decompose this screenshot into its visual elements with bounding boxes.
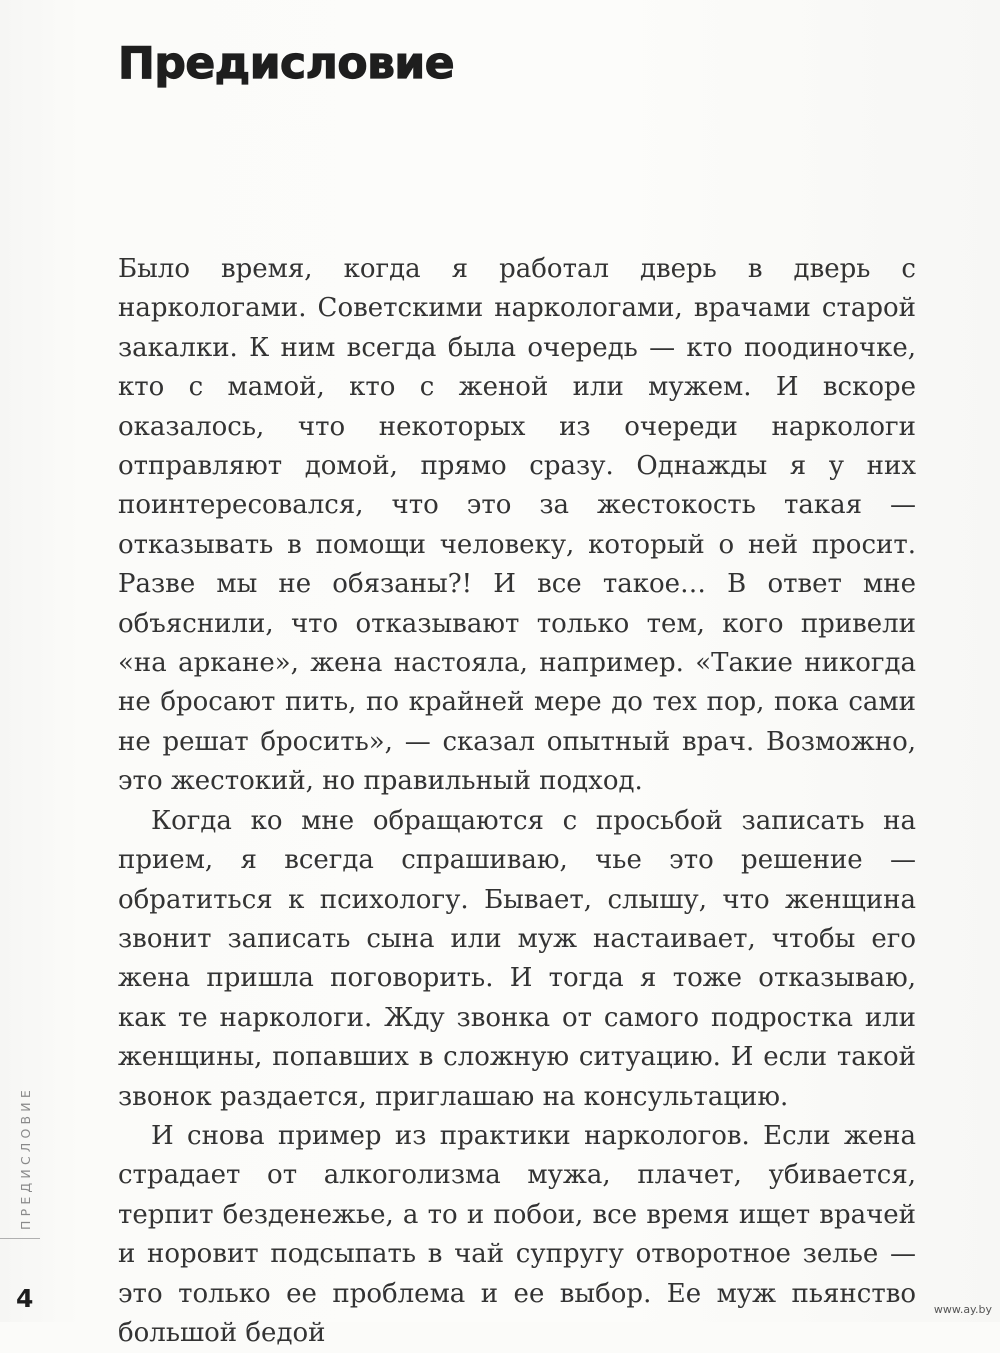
paragraph-3: И снова пример из практики наркологов. Если жена страдает от алкоголизма мужа, плачет, убивается, терпит безденежье, а то и побои, все время ищет врачей и норовит подсыпать в чай супругу отворотное зелье — это только ее проблема и ее выбор. Ее муж пьянство большой бедой (118, 1120, 916, 1348)
running-head-rule (0, 1238, 40, 1239)
page-number: 4 (16, 1284, 34, 1313)
watermark: www.ay.by (933, 1303, 992, 1316)
paragraph-1: Было время, когда я работал дверь в дверь с наркологами. Советскими наркологами, врачами старой закалки. К ним всегда была очередь — кто поодиночке, кто с мамой, кто с женой или мужем. И вскоре оказалось, что некоторых из очереди наркологи отправляют домой, прямо сразу. Однажды я у них поинтересовался, что это за жестокость такая — отказывать в помощи человеку, который о ней просит. Разве мы не обязаны?! И все такое… В ответ мне объяснили, что отказывают только тем, кого привели «на аркане», жена настояла, например. «Такие никогда не бросают пить, по крайней мере до тех пор, пока сами не решат бросить», — сказал опытный врач. Возможно, это жестокий, но правильный подход. (118, 254, 916, 797)
chapter-title: Предисловие (118, 38, 455, 89)
paragraph-2: Когда ко мне обращаются с просьбой записать на прием, я всегда спрашиваю, чье это решение — обратиться к психологу. Бывает, слышу, что женщина звонит записать сына или муж настаивает, чтобы его жена пришла поговорить. И тогда я тоже отказываю, как те наркологи. Жду звонка от самого подростка или женщины, попавших в сложную ситуацию. И если такой звонок раздается, приглашаю на консультацию. (118, 805, 916, 1112)
running-head: ПРЕДИСЛОВИЕ (18, 1086, 33, 1230)
body-text (118, 250, 916, 1353)
